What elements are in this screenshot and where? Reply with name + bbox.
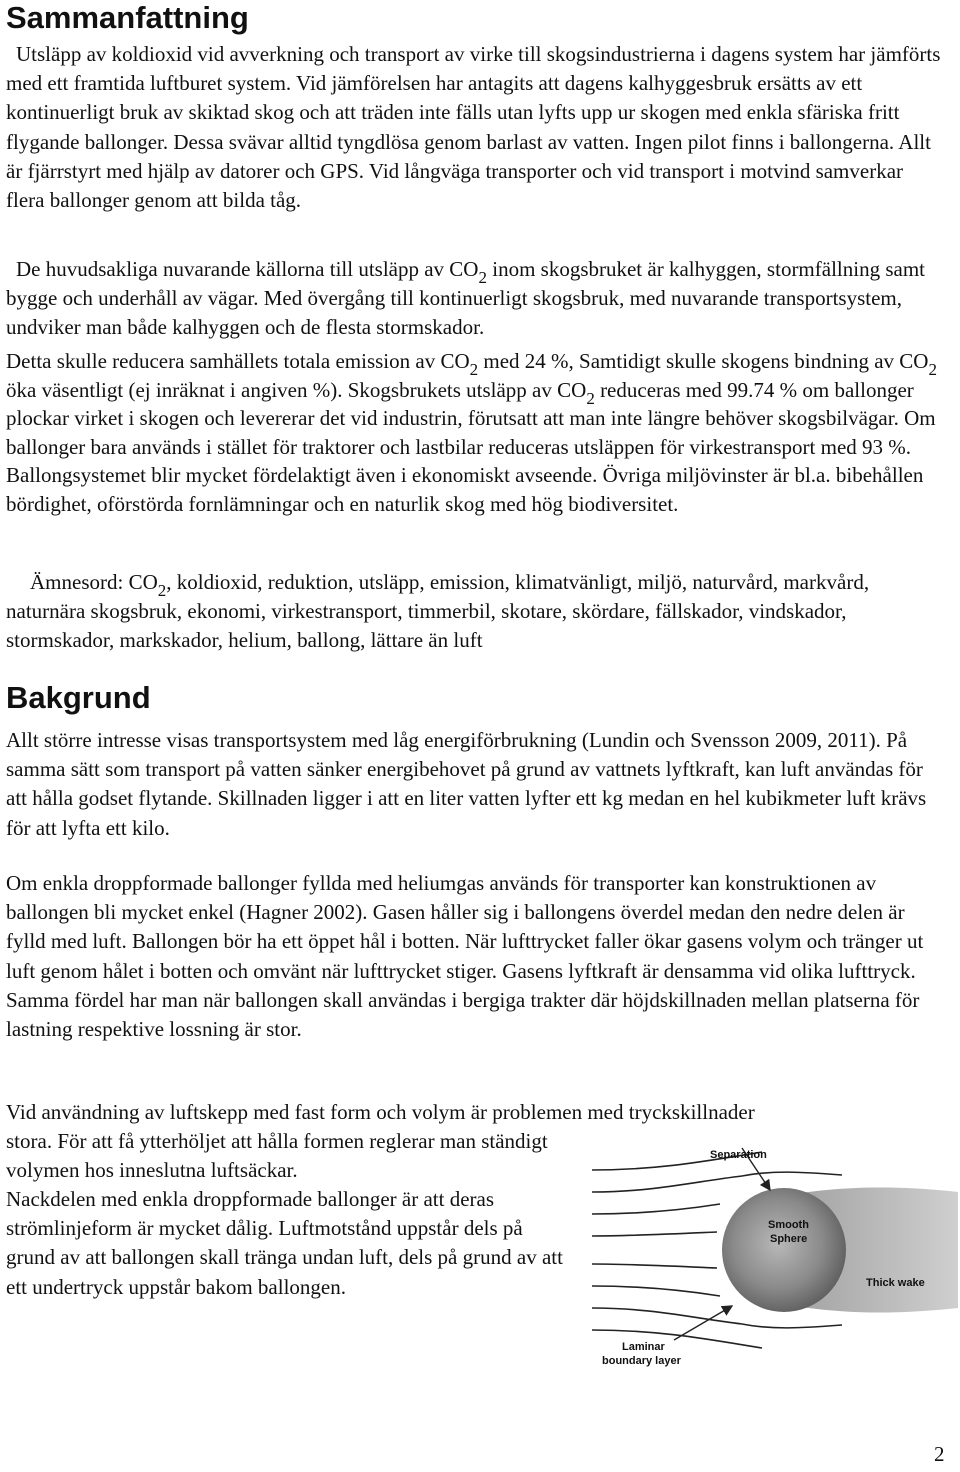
background-paragraph-3-rest: stora. För att få ytterhöljet att hålla formen reglerar man ständigt volymen hos inneslutna luftsäckar. (6, 1129, 548, 1183)
summary-paragraph-2: De huvudsakliga nuvarande källorna till utsläpp av $CO_2$ inom skogsbruket är kalhyggen, stormfällning samt bygge och underhåll av vägar. Med övergång till kontinuerligt skogsbruk, med nuvarande transportsystem, undviker man både kalhyggen och de flesta stormskador. (6, 257, 926, 340)
summary-paragraph-3: Detta skulle reducera samhällets totala emission av $CO_2$ med 24 %, Samtidigt skulle skogens bindning av $CO_2$ öka väsentligt (ej inräknat i angiven %). Skogsbrukets utsläpp av $CO_2$ reduceras med 99.74 % om ballonger plockar virket i skogen och levererar det vid industrin, förutsatt att man inte längre behöver skogsbilvägar. Om ballonger bara används i stället för traktorer och lastbilar reduceras utsläppen för virkestransport med 93 %. Ballongsystemet blir mycket fördelaktigt även i ekonomiskt avseende. Övriga miljövinster är bl.a. bibehållen bördighet, oförstörda fornlämningar och en naturlik skog med hög biodiversitet. (6, 349, 937, 516)
heading-sammanfattning: Sammanfattning (6, 0, 249, 35)
summary-keywords: Ämnesord: $CO_2$, koldioxid, reduktion, utsläpp, emission, klimatvänligt, miljö, naturvård, markvård, naturnära skogsbruk, ekonomi, virkestransport, timmerbil, skotare, skördare, fällskador, vindskador, stormskador, markskador, helium, ballong, lättare än luft (6, 570, 870, 653)
label-smooth: Smooth (768, 1219, 809, 1231)
airflow-sphere-figure (592, 1130, 958, 1370)
sphere-shape (722, 1188, 846, 1312)
background-paragraph-4: Nackdelen med enkla droppformade ballonger är att deras strömlinjeform är mycket dålig. Luftmotstånd uppstår dels på grund av att ballongen skall tränga undan luft, dels på grund av att ett undertryck uppstår bakom ballongen. (6, 1187, 563, 1299)
laminar-pointer (674, 1306, 732, 1340)
background-paragraph-1: Allt större intresse visas transportsystem med låg energiförbrukning (Lundin och Svensson 2009, 2011). På samma sätt som transport på vatten sänker energibehovet på grund av vattnets lyftkraft, kan luft användas för att hålla godset flytande. Skillnaden ligger i att en liter vatten lyfter ett kg medan en hel kubikmeter luft krävs för att lyfta ett kilo. (6, 728, 927, 840)
background-paragraph-3-first-line: Vid användning av luftskepp med fast form och volym är problemen med tryckskillnader (6, 1100, 755, 1124)
label-thick-wake: Thick wake (866, 1277, 925, 1289)
summary-paragraph-1: Utsläpp av koldioxid vid avverkning och transport av virke till skogsindustrierna i dagens system har jämförts med ett framtida luftburet system. Vid jämförelsen har antagits att dagens kalhyggesbruk ersätts av ett kontinuerligt bruk av skiktad skog och att träden inte fälls utan lyfts upp ur skogen med enkla sfäriska fritt flygande ballonger. Dessa svävar alltid tyngdlösa genom barlast av vatten. Ingen pilot finns i ballongerna. Allt är fjärrstyrt med hjälp av datorer och GPS. Vid långväga transporter och vid transport i motvind samverkar flera ballonger genom att bilda tåg. (6, 42, 941, 213)
label-laminar: Laminar (622, 1341, 665, 1353)
label-separation: Separation (710, 1149, 767, 1161)
label-sphere: Sphere (770, 1233, 808, 1245)
heading-bakgrund: Bakgrund (6, 680, 151, 715)
label-boundary-layer: boundary layer (602, 1355, 681, 1367)
background-paragraph-2: Om enkla droppformade ballonger fyllda med heliumgas används för transporter kan konstruktionen av ballongen bli mycket enkel (Hagner 2002). Gasen håller sig i ballongens överdel medan den nedre delen är fylld med luft. Ballongen bör ha ett öppet hål i botten. När lufttrycket faller ökar gasens volym och tränger ut luft genom hålet i botten och omvänt när lufttrycket stiger. Gasens lyftkraft är densamma vid olika lufttryck. Samma fördel har man när ballongen skall användas i bergiga trakter där höjdskillnaden mellan platserna för lastning respektive lossning är stor. (6, 871, 924, 1042)
page-number: 2 (934, 1442, 945, 1466)
